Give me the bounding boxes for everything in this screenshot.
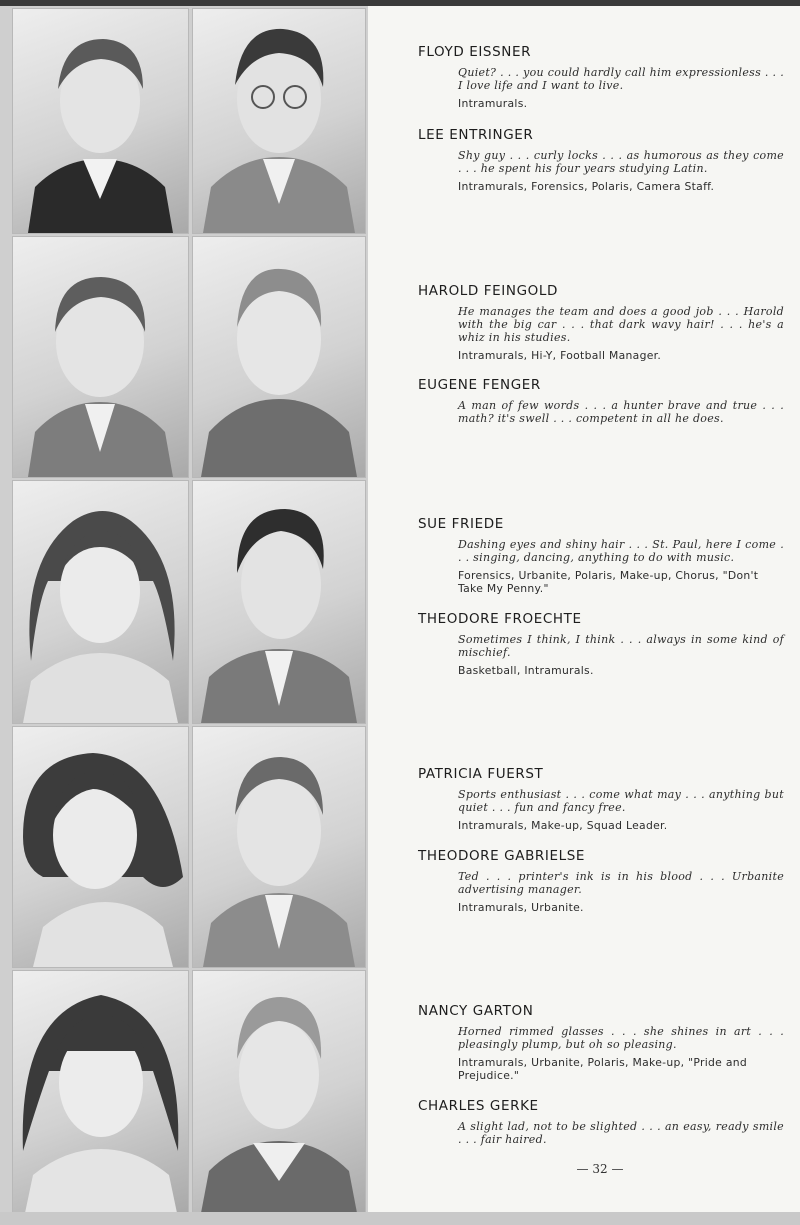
- student-name: LEE ENTRINGER: [418, 127, 534, 143]
- portrait-photo-patricia-fuerst: [12, 726, 189, 968]
- student-quote: He manages the team and does a good job . . . Harold with the big car . . . that dark wavy hair! . . . he's a whiz in his studies.: [458, 305, 784, 344]
- student-entry: [418, 1003, 784, 1082]
- student-name: HAROLD FEINGOLD: [418, 283, 558, 299]
- student-entry: [418, 1098, 784, 1151]
- student-entry: [418, 44, 784, 110]
- student-name: SUE FRIEDE: [418, 516, 504, 532]
- portrait-illustration: [193, 971, 365, 1213]
- portrait-illustration: [13, 481, 188, 723]
- student-name: THEODORE GABRIELSE: [418, 848, 586, 864]
- student-quote: Quiet? . . . you could hardly call him expressionless . . . I love life and I want to live.: [458, 66, 784, 92]
- student-name: NANCY GARTON: [418, 1003, 534, 1019]
- portrait-illustration: [193, 9, 365, 233]
- portrait-illustration: [13, 237, 188, 477]
- student-activities: Intramurals, Hi-Y, Football Manager.: [458, 349, 662, 362]
- page-number: — 32 —: [576, 1162, 624, 1176]
- student-quote: Sports enthusiast . . . come what may . . . anything but quiet . . . fun and fancy free.: [458, 788, 784, 814]
- portrait-illustration: [13, 971, 188, 1213]
- student-quote: A man of few words . . . a hunter brave and true . . . math? it's swell . . . competent in all he does.: [458, 399, 784, 425]
- student-quote: Shy guy . . . curly locks . . . as humorous as they come . . . he spent his four years studying Latin.: [458, 149, 784, 175]
- portrait-illustration: [13, 727, 188, 967]
- student-quote: Dashing eyes and shiny hair . . . St. Paul, here I come . . . singing, dancing, anything to do with music.: [458, 538, 784, 564]
- portrait-illustration: [193, 481, 365, 723]
- student-activities: Basketball, Intramurals.: [458, 664, 594, 677]
- portrait-photo-eugene-fenger: [192, 236, 366, 478]
- student-activities: Intramurals, Urbanite, Polaris, Make-up, "Pride and Prejudice.": [458, 1056, 748, 1082]
- portrait-photo-sue-friede: [12, 480, 189, 724]
- student-quote: Ted . . . printer's ink is in his blood . . . Urbanite advertising manager.: [458, 870, 784, 896]
- student-activities: Intramurals, Make-up, Squad Leader.: [458, 819, 668, 832]
- portrait-photo-nancy-garton: [12, 970, 189, 1214]
- student-entry: [418, 283, 784, 362]
- portrait-photo-charles-gerke: [192, 970, 366, 1214]
- student-name: PATRICIA FUERST: [418, 766, 544, 782]
- student-activities: Intramurals, Forensics, Polaris, Camera Staff.: [458, 180, 715, 193]
- student-name: CHARLES GERKE: [418, 1098, 539, 1114]
- page-bottom-edge: [0, 1212, 800, 1225]
- student-quote: Sometimes I think, I think . . . always in some kind of mischief.: [458, 633, 784, 659]
- student-name: EUGENE FENGER: [418, 377, 541, 393]
- portrait-illustration: [193, 237, 365, 477]
- portrait-photo-theodore-gabrielse: [192, 726, 366, 968]
- student-name: FLOYD EISSNER: [418, 44, 532, 60]
- student-entry: [418, 516, 784, 595]
- student-quote: Horned rimmed glasses . . . she shines in art . . . pleasingly plump, but oh so pleasing.: [458, 1025, 784, 1051]
- portrait-photo-floyd-eissner: [12, 8, 189, 234]
- student-quote: A slight lad, not to be slighted . . . an easy, ready smile . . . fair haired.: [458, 1120, 784, 1146]
- portrait-photo-grid: [0, 6, 368, 1216]
- portrait-photo-harold-feingold: [12, 236, 189, 478]
- student-entry: [418, 848, 784, 914]
- student-activities: Forensics, Urbanite, Polaris, Make-up, Chorus, "Don't Take My Penny.": [458, 569, 759, 595]
- portrait-photo-lee-entringer: [192, 8, 366, 234]
- student-entry: [418, 377, 784, 430]
- student-entry: [418, 127, 784, 193]
- portrait-photo-theodore-froechte: [192, 480, 366, 724]
- student-activities: Intramurals.: [458, 97, 528, 110]
- portrait-illustration: [193, 727, 365, 967]
- student-name: THEODORE FROECHTE: [418, 611, 582, 627]
- student-entry: [418, 766, 784, 832]
- student-activities: Intramurals, Urbanite.: [458, 901, 584, 914]
- portrait-illustration: [13, 9, 188, 233]
- student-entry: [418, 611, 784, 677]
